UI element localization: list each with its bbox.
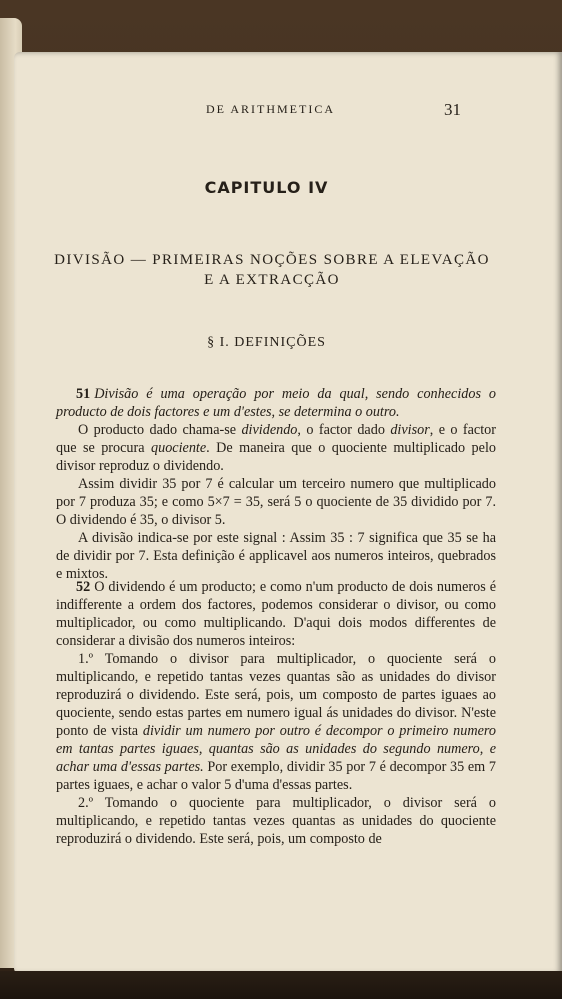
text-run: , o factor dado (297, 422, 391, 438)
subsection-title: § I. DEFINIÇÕES (207, 335, 326, 350)
chapter-title: CAPITULO IV (204, 178, 329, 197)
table-edge (0, 971, 562, 999)
section-title (42, 250, 502, 290)
paragraph-51 (56, 385, 496, 583)
book-page (14, 52, 562, 974)
paragraph-51-example: Assim dividir 35 por 7 é calcular um terceiro numero que multiplicado por 7 produza 35; e como 5×7 = 35, será 5 o quociente de 35 dividido por 7. O dividendo é 35, o divisor 5. (56, 476, 496, 528)
text-run: . De maneira que o quociente multiplicado pelo divisor reproduz o dividendo. (56, 440, 496, 474)
term-divisor: divisor (390, 422, 430, 438)
paragraph-51-definition (56, 385, 496, 421)
running-head: DE ARITHMETICA (206, 102, 335, 116)
paragraph-52 (56, 578, 496, 848)
paragraph-51-terms (56, 421, 496, 475)
definition-text: Divisão é uma operação por meio da qual, sendo conhecidos o producto de dois factores e um d'estes, se determina o outro. (56, 386, 496, 420)
text-run: O producto dado chama-se (78, 422, 242, 438)
term-quociente: quociente (151, 440, 207, 456)
section-title-line-1: DIVISÃO — PRIMEIRAS NOÇÕES SOBRE A ELEVAÇÃO (54, 252, 490, 268)
text-run: , e o factor que se procura (56, 422, 496, 456)
page-number: 31 (444, 100, 461, 119)
paragraph-number: 52 (76, 579, 91, 595)
section-title-line-2: E A EXTRACÇÃO (204, 272, 340, 288)
italic-definition: dividir um numero por outro é decompor o primeiro numero em tantas partes iguaes, quantas são as unidades do segundo numero, e achar uma d'essas partes. (56, 723, 496, 775)
text-run: Por exemplo, dividir 35 por 7 é decompor 35 em 7 partes iguaes, e achar o valor 5 d'uma d'essas partes. (56, 759, 496, 793)
paragraph-52-intro (56, 578, 496, 650)
paragraph-52-second-mode: 2.º Tomando o quociente para multiplicador, o divisor será o multiplicando, e repetido tantas vezes quantas as unidades do quociente reproduzirá o dividendo. Este será, pois, um composto de (56, 795, 496, 847)
paragraph-52-first-mode (56, 650, 496, 794)
term-dividendo: dividendo (241, 422, 298, 438)
paragraph-number: 51 (76, 386, 91, 402)
text-run: 1.º Tomando o divisor para multiplicador, o quociente será o multiplicando, e repetido tantas vezes quantas são as unidades do divisor reproduzirá o dividendo. Este será, pois, um composto de partes iguaes ao quociente, sendo estas partes em numero igual ás unidades do divisor. N'este ponto de vista (56, 651, 496, 739)
paragraph-51-sign: A divisão indica-se por este signal : Assim 35 : 7 significa que 35 se ha de dividir por 7. Esta definição é applicavel aos numeros inteiros, quebrados e mixtos. (56, 530, 496, 582)
text-run: O dividendo é um producto; e como n'um producto de dois numeros é indifferente a ordem dos factores, podemos considerar o divisor, ou como multiplicador, ou como multiplicando. D'aqui dois modos differentes de considerar a divisão dos numeros inteiros: (56, 579, 496, 649)
